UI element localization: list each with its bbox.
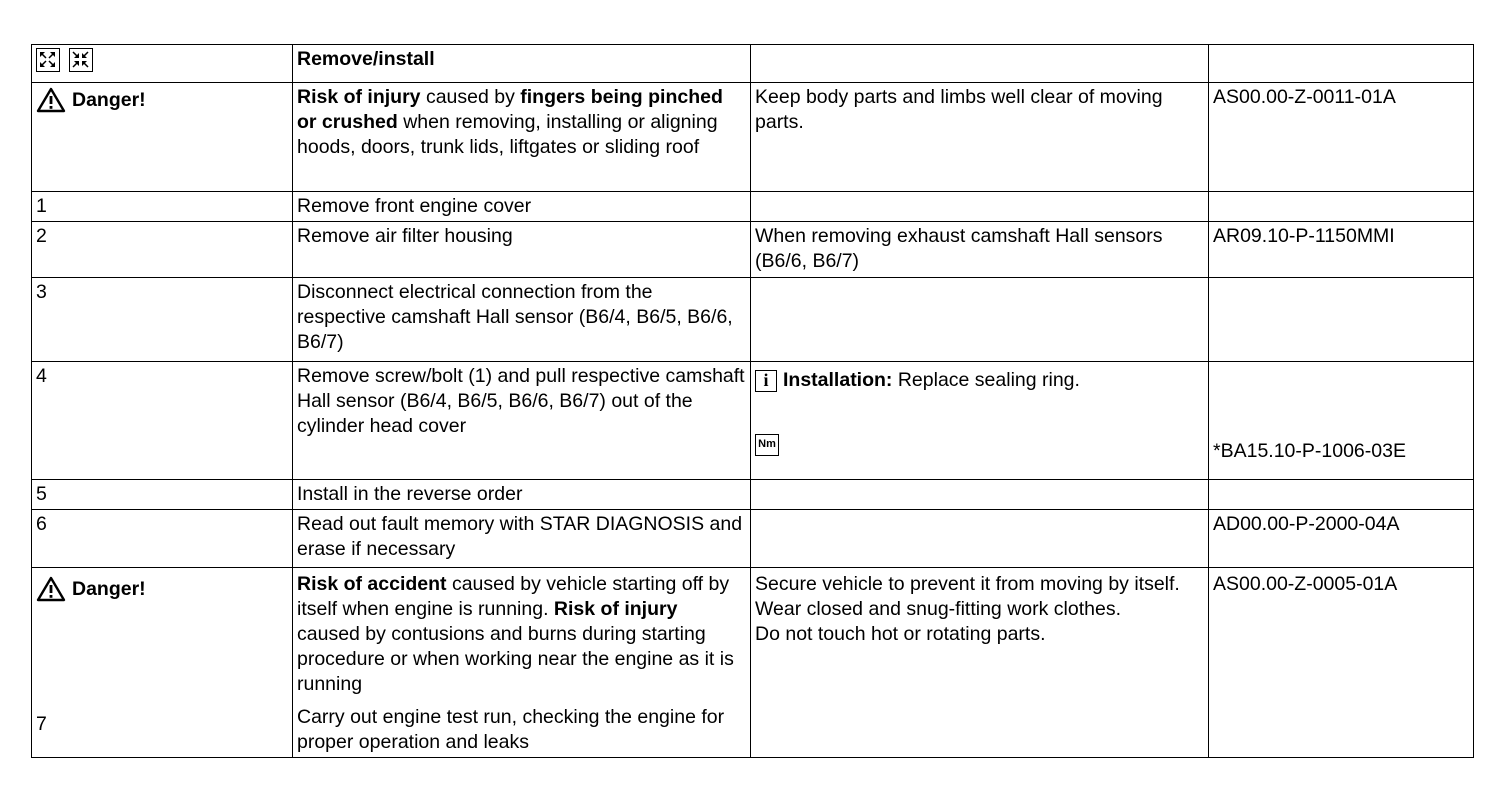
procedure-table: [31, 44, 1474, 758]
step-text: Remove air filter housing: [293, 222, 751, 278]
step-text: Remove front engine cover: [293, 192, 751, 222]
danger-label: Danger!: [72, 577, 146, 600]
danger-label-cell: [32, 83, 293, 192]
step-ref: AD00.00-P-2000-04A: [1209, 510, 1474, 568]
step-note: [751, 278, 1209, 362]
step-note: [751, 510, 1209, 568]
table-row-step-3: [32, 278, 1474, 362]
step-number: 2: [32, 222, 293, 278]
step-ref: [1209, 480, 1474, 510]
table-row-step-6: [32, 510, 1474, 568]
danger-description: Risk of accident caused by vehicle starting off by itself when engine is running. Risk of injury caused by contusions and burns during starting procedure or when working near the engine as it is running Carry out engine test run, checking the engine for proper operation and leaks: [293, 568, 751, 758]
step-text: Remove screw/bolt (1) and pull respective camshaft Hall sensor (B6/4, B6/5, B6/6, B6/7) out of the cylinder head cover: [293, 362, 751, 480]
collapse-arrows-icon: [69, 48, 93, 72]
step-note: [751, 362, 1209, 480]
header-empty-ref: [1209, 45, 1474, 83]
table-row-danger-2: [32, 568, 1474, 758]
step-ref: [1209, 362, 1474, 480]
step-number: 6: [32, 510, 293, 568]
danger-note: [751, 568, 1209, 758]
step-note: [751, 480, 1209, 510]
info-icon: i: [755, 370, 777, 392]
table-row-danger-1: [32, 83, 1474, 192]
danger-ref: AS00.00-Z-0005-01A: [1209, 568, 1474, 758]
step-number: 1: [32, 192, 293, 222]
table-row-step-1: [32, 192, 1474, 222]
step-number: 4: [32, 362, 293, 480]
step-number: 3: [32, 278, 293, 362]
step-text: Read out fault memory with STAR DIAGNOSIS and erase if necessary: [293, 510, 751, 568]
table-row-step-2: [32, 222, 1474, 278]
expand-arrows-icon: [36, 48, 60, 72]
installation-note: Replace sealing ring.: [892, 369, 1080, 391]
step-text: Install in the reverse order: [293, 480, 751, 510]
danger-note-line: Wear closed and snug-fitting work clothes.: [755, 598, 1121, 620]
header-icons-cell: [32, 45, 293, 83]
table-row-header: [32, 45, 1474, 83]
warning-triangle-icon: [36, 576, 66, 602]
step-ref: AR09.10-P-1150MMI: [1209, 222, 1474, 278]
warning-triangle-icon: [36, 87, 66, 113]
torque-nm-icon: Nm: [755, 434, 779, 456]
danger-note-line: Secure vehicle to prevent it from moving by itself.: [755, 573, 1180, 595]
step-number: 7: [36, 713, 47, 735]
step-text: Carry out engine test run, checking the engine for proper operation and leaks: [297, 706, 725, 753]
danger-note: Keep body parts and limbs well clear of moving parts.: [751, 83, 1209, 192]
step-number: 5: [32, 480, 293, 510]
installation-label: Installation:: [783, 369, 893, 391]
step-note: When removing exhaust camshaft Hall sensors (B6/6, B6/7): [751, 222, 1209, 278]
danger-description: Risk of injury caused by fingers being pinched or crushed when removing, installing or aligning hoods, doors, trunk lids, liftgates or sliding roof: [293, 83, 751, 192]
danger-note-line: Do not touch hot or rotating parts.: [755, 623, 1046, 645]
section-title: Remove/install: [293, 45, 751, 83]
step-ref: [1209, 278, 1474, 362]
torque-ref: *BA15.10-P-1006-03E: [1213, 440, 1406, 462]
step-text: Disconnect electrical connection from the respective camshaft Hall sensor (B6/4, B6/5, B6/6, B6/7): [293, 278, 751, 362]
danger-label-cell: [32, 568, 293, 758]
table-row-step-5: [32, 480, 1474, 510]
danger-ref: AS00.00-Z-0011-01A: [1209, 83, 1474, 192]
step-ref: [1209, 192, 1474, 222]
step-note: [751, 192, 1209, 222]
table-row-step-4: [32, 362, 1474, 480]
danger-label: Danger!: [72, 88, 146, 111]
header-empty-note: [751, 45, 1209, 83]
